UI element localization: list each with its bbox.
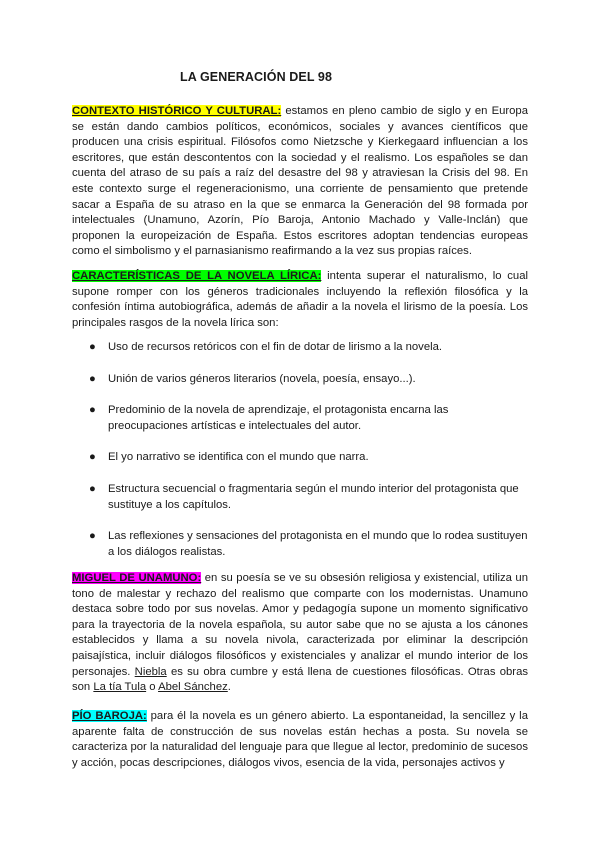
list-item: ● Unión de varios géneros literarios (novela, poesía, ensayo...). — [72, 372, 528, 388]
heading-contexto: CONTEXTO HISTÓRICO Y CULTURAL: — [72, 105, 282, 117]
heading-baroja: PÍO BAROJA: — [72, 710, 147, 722]
bullet-icon: ● — [89, 404, 96, 417]
list-item: ● Las reflexiones y sensaciones del protagonista en el mundo que lo rodea sustituyen a los diálogos realistas. — [89, 530, 528, 558]
section-caracteristicas — [72, 269, 528, 331]
work-abel-sanchez: Abel Sánchez — [158, 681, 228, 694]
list-item: ● Predominio de la novela de aprendizaje, el protagonista encarna las preocupaciones artísticas e intelectuales del autor. — [89, 404, 449, 432]
page-title: LA GENERACIÓN DEL 98 — [180, 70, 333, 84]
section-contexto — [72, 104, 528, 260]
bullet-icon: ● — [89, 372, 96, 385]
features-list — [72, 340, 528, 576]
bullet-icon: ● — [89, 451, 96, 464]
list-item: ● Estructura secuencial o fragmentaria según el mundo interior del protagonista que sustituye a los capítulos. — [89, 482, 519, 511]
caracteristicas-text: intenta superar el naturalismo, lo cual supone romper con los géneros tradicionales incluyendo la reflexión filosófica y la confesión íntima autobiográfica, además de añadir a la novela el lirismo de la poesía. Los principales rasgos de la novela lírica son: — [72, 270, 528, 329]
list-item: ● Uso de recursos retóricos con el fin de dotar de lirismo a la novela. — [72, 340, 528, 356]
heading-unamuno: MIGUEL DE UNAMUNO: — [72, 572, 202, 584]
list-item: ● El yo narrativo se identifica con el mundo que narra. — [72, 450, 528, 466]
section-baroja — [72, 709, 528, 771]
contexto-text: estamos en pleno cambio de siglo y en Europa se están dando cambios políticos, económicos, sociales y avances científicos que producen una crisis espiritual. Filósofos como Nietzsche y Kierkegaard influencian a los escritores, que están descontentos con la sociedad y el realismo. Los españoles se dan cuenta del atraso de su país a raíz del desastre del 98 y atraviesan la Crisis del 98. En este contexto surge el regeneracionismo, una corriente de pensamiento que pretende sacar a España de su atraso en la que se enmarca la Generación del 98 formada por intelectuales (Unamuno, Azorín, Pío Baroja, Antonio Machado y Valle-Inclán) que proponen la europeización de España. Estos escritores adoptan tendencias europeas como el simbolismo y el parnasianismo reafirmando a la vez sus propias raíces. — [72, 105, 529, 258]
bullet-icon: ● — [89, 482, 96, 495]
unamuno-text: en su poesía se ve su obsesión religiosa y existencial, utiliza un tono de malestar y rechazo del realismo que comparte con los modernistas. Unamuno destaca sobre todo por sus novelas. Amor y pedagogía supone un momento significativo para la trayectoria de la novela española, su autor sabe que no se ajusta a los cánones establecidos y llama a su novela nivola, caracterizada por eliminar la descripción paisajística, incluir diálogos filosóficos y existenciales y analizar el mundo interior de los personajes. — [72, 572, 528, 678]
baroja-text: para él la novela es un género abierto. La espontaneidad, la sencillez y la aparente falta de construcción de sus novelas están hechas a posta. Su novela se caracteriza por la naturalidad del lenguaje para que llegue al lector, predominio de sucesos y acción, pocas descripciones, diálogos vivos, esencia de la vida, personajes activos y — [72, 710, 528, 769]
work-niebla: Niebla — [134, 665, 167, 678]
bullet-icon: ● — [89, 530, 96, 543]
heading-caracteristicas: CARACTERÍSTICAS DE LA NOVELA LÍRICA: — [72, 270, 322, 282]
section-unamuno: MIGUEL DE UNAMUNO: en su poesía se ve su obsesión religiosa y existencial, utiliza un tono de malestar y rechazo del realismo que comparte con los modernistas. Unamuno destaca sobre todo por sus novelas. Amor y pedagogía supone un momento significativo para la trayectoria de la novela española, su autor sabe que no se ajusta a los cánones establecidos y llama a su novela nivola, caracterizada por eliminar la descripción paisajística, incluir diálogos filosóficos y existenciales y analizar el mundo interior de los personajes. Niebla es su obra cumbre y está llena de cuestiones filosóficas. Otras obras son La tía Tula o Abel Sánchez. — [72, 572, 528, 694]
work-la-tia-tula: La tía Tula — [93, 681, 147, 694]
bullet-icon: ● — [89, 341, 96, 353]
